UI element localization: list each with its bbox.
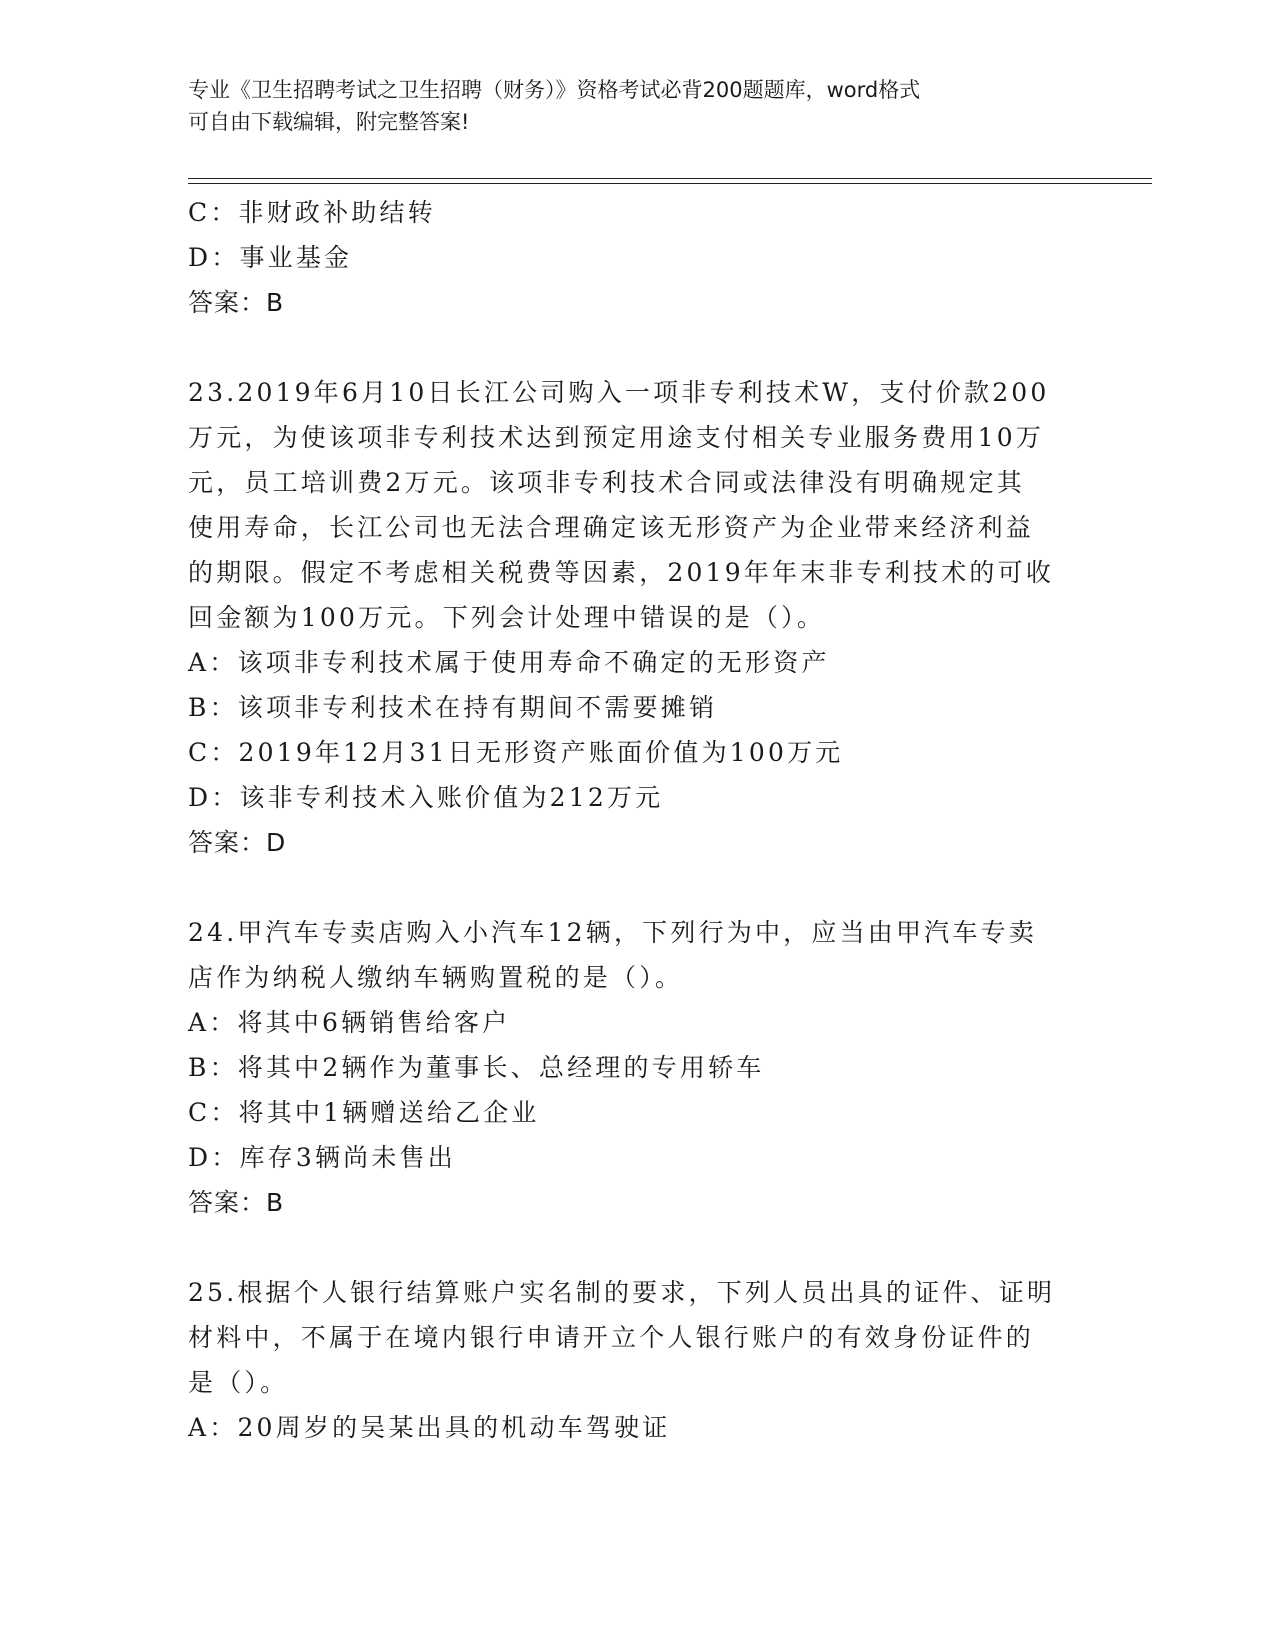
question-23 <box>188 370 1088 865</box>
question-24 <box>188 910 1088 1225</box>
option-a: A：20周岁的吴某出具的机动车驾驶证 <box>188 1413 671 1442</box>
option-b: B：将其中2辆作为董事长、总经理的专用轿车 <box>188 1053 765 1082</box>
question-22 <box>188 190 1088 325</box>
question-spacer <box>188 865 1088 910</box>
question-stem-line: 店作为纳税人缴纳车辆购置税的是（）。 <box>188 963 684 992</box>
header-title-line-2: 可自由下载编辑，附完整答案! <box>188 110 470 134</box>
question-spacer <box>188 325 1088 370</box>
option-c: C：非财政补助结转 <box>188 198 436 227</box>
question-stem-line: 24.甲汽车专卖店购入小汽车12辆，下列行为中，应当由甲汽车专卖 <box>188 918 1037 947</box>
header-divider-top <box>188 178 1152 179</box>
option-a: A：将其中6辆销售给客户 <box>188 1008 511 1037</box>
answer-label: 答案：B <box>188 288 285 317</box>
answer-label: 答案：D <box>188 828 287 857</box>
question-spacer <box>188 1225 1088 1270</box>
option-d: D：库存3辆尚未售出 <box>188 1143 456 1172</box>
header-divider-bottom <box>188 183 1152 184</box>
question-stem-line: 万元，为使该项非专利技术达到预定用途支付相关专业服务费用10万 <box>188 423 1045 452</box>
option-d: D：事业基金 <box>188 243 353 272</box>
document-header <box>188 74 1088 138</box>
option-a: A：该项非专利技术属于使用寿命不确定的无形资产 <box>188 648 830 677</box>
answer-label: 答案：B <box>188 1188 285 1217</box>
question-stem-line: 回金额为100万元。下列会计处理中错误的是（）。 <box>188 603 826 632</box>
question-stem-line: 23.2019年6月10日长江公司购入一项非专利技术W，支付价款200 <box>188 378 1050 407</box>
option-c: C：2019年12月31日无形资产账面价值为100万元 <box>188 738 844 767</box>
question-list <box>188 190 1088 1450</box>
question-25 <box>188 1270 1088 1450</box>
option-c: C：将其中1辆赠送给乙企业 <box>188 1098 540 1127</box>
option-d: D：该非专利技术入账价值为212万元 <box>188 783 664 812</box>
question-stem-line: 是（）。 <box>188 1368 289 1397</box>
question-stem-line: 材料中，不属于在境内银行申请开立个人银行账户的有效身份证件的 <box>188 1323 1035 1352</box>
header-title-line-1: 专业《卫生招聘考试之卫生招聘（财务）》资格考试必背200题题库，word格式 <box>188 78 921 102</box>
question-stem-line: 的期限。假定不考虑相关税费等因素，2019年年末非专利技术的可收 <box>188 558 1055 587</box>
question-stem-line: 元，员工培训费2万元。该项非专利技术合同或法律没有明确规定其 <box>188 468 1025 497</box>
question-stem-line: 25.根据个人银行结算账户实名制的要求，下列人员出具的证件、证明 <box>188 1278 1056 1307</box>
option-b: B：该项非专利技术在持有期间不需要摊销 <box>188 693 718 722</box>
question-stem-line: 使用寿命，长江公司也无法合理确定该无形资产为企业带来经济利益 <box>188 513 1035 542</box>
